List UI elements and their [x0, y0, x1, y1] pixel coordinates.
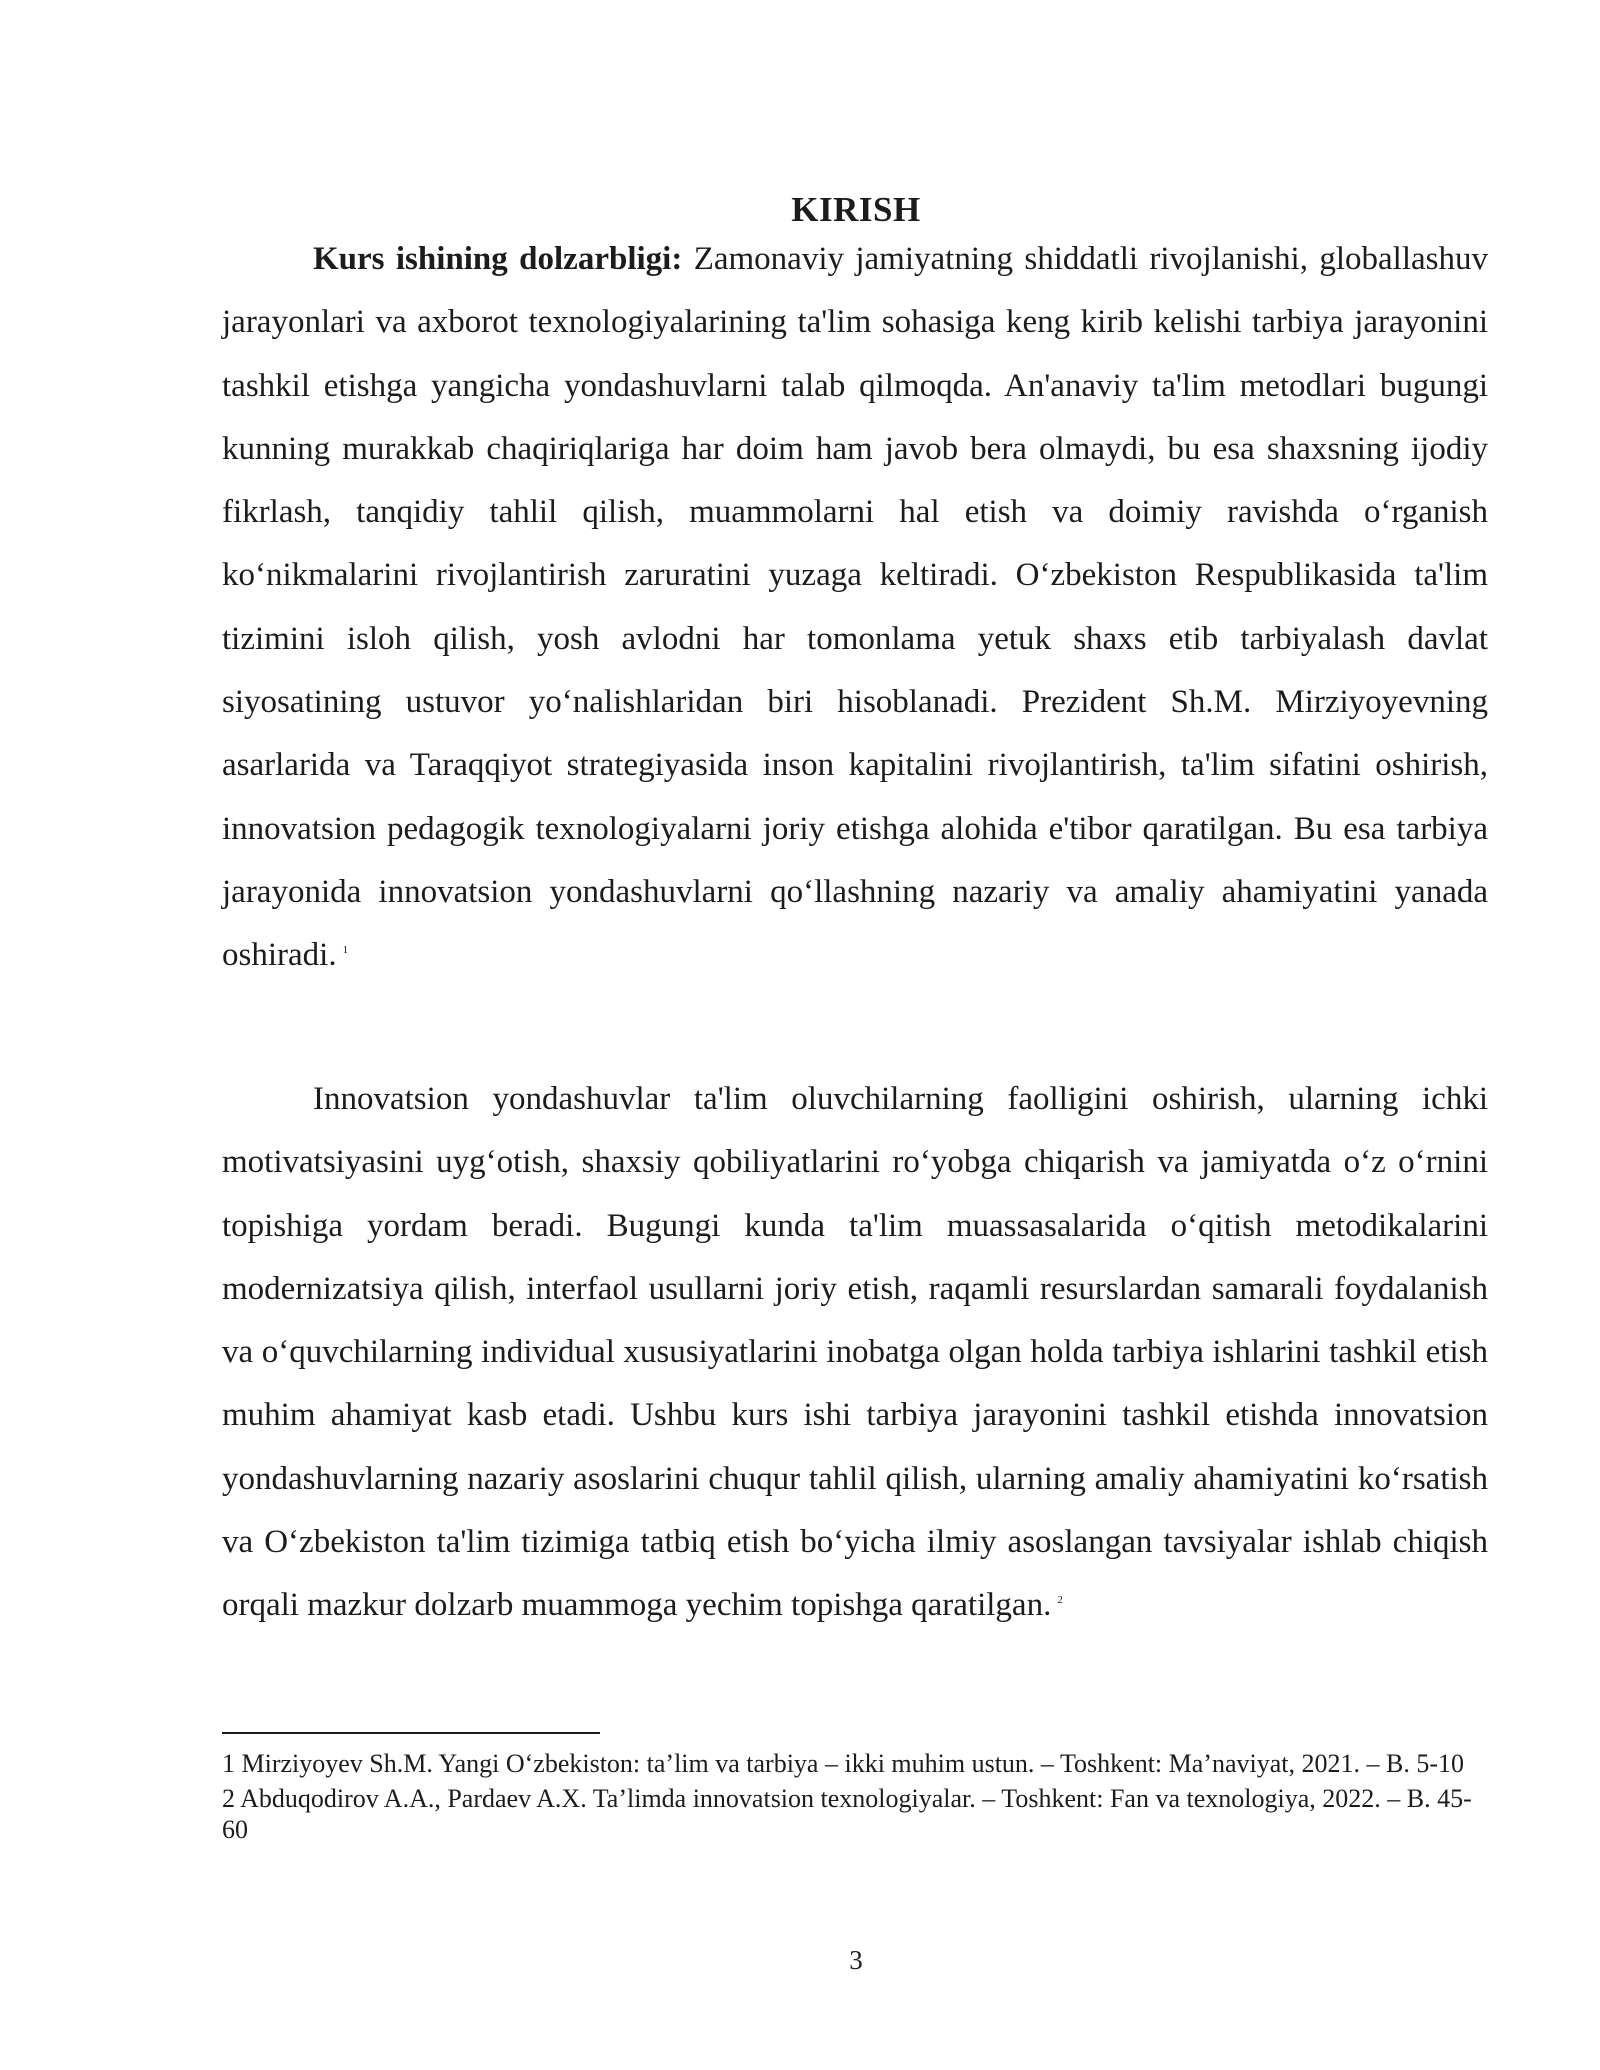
footnote-1: 1 Mirziyoyev Sh.M. Yangi O‘zbekiston: ta’lim va tarbiya – ikki muhim ustun. – Toshkent: Ma’naviyat, 2021. – B. 5-10 — [222, 1749, 1464, 1778]
footnote-reference-2[interactable]: 2 — [1057, 1594, 1063, 1607]
footnotes — [222, 1748, 1488, 1849]
paragraph-body: Innovatsion yondashuvlar ta'lim oluvchilarning faolligini oshirish, ularning ichki motivatsiyasini uyg‘otish, shaxsiy qobiliyatlarini ro‘yobga chiqarish va jamiyatda o‘z o‘rnini topishiga yordam beradi. Bugungi kunda ta'lim muassasalarida o‘qitish metodikalarini modernizatsiya qilish, interfaol usullarni joriy etish, raqamli resurslardan samarali foydalanish va o‘quvchilarning individual xususiyatlarini inobatga olgan holda tarbiya ishlarini tashkil etish muhim ahamiyat kasb etadi. Ushbu kurs ishi tarbiya jarayonini tashkil etishda innovatsion yondashuvlarning nazariy asoslarini chuqur tahlil qilish, ularning amaliy ahamiyatini ko‘rsatish va O‘zbekiston ta'lim tizimiga tatbiq etish bo‘yicha ilmiy asoslangan tavsiyalar ishlab chiqish orqali mazkur dolzarb muammoga yechim topishga qaratilgan. — [222, 1081, 1488, 1624]
page-number: 3 — [849, 1945, 863, 1975]
paragraph-text — [222, 228, 1488, 988]
paragraph-relevance — [222, 228, 1488, 988]
footnote-reference-1[interactable]: 1 — [342, 944, 349, 957]
paragraph-text — [222, 1068, 1488, 1638]
paragraph-lead: Kurs ishining dolzarbligi: — [313, 241, 683, 277]
paragraph-innovation — [222, 1068, 1488, 1638]
footnote-separator — [222, 1732, 600, 1734]
paragraph-body: Zamonaviy jamiyatning shiddatli rivojlanishi, globallashuv jarayonlari va axborot texnologiyalarining ta'lim sohasiga keng kirib kelishi tarbiya jarayonini tashkil etishga yangicha yondashuvlarni talab qilmoqda. An'anaviy ta'lim metodlari bugungi kunning murakkab chaqiriqlariga har doim ham javob bera olmaydi, bu esa shaxsning ijodiy fikrlash, tanqidiy tahlil qilish, muammolarni hal etish va doimiy ravishda o‘rganish ko‘nikmalarini rivojlantirish zaruratini yuzaga keltiradi. O‘zbekiston Respublikasida ta'lim tizimini isloh qilish, yosh avlodni har tomonlama yetuk shaxs etib tarbiyalash davlat siyosatining ustuvor yo‘nalishlaridan biri hisoblanadi. Prezident Sh.M. Mirziyoyevning asarlarida va Taraqqiyot strategiyasida inson kapitalini rivojlantirish, ta'lim sifatini oshirish, innovatsion pedagogik texnologiyalarni joriy etishga alohida e'tibor qaratilgan. Bu esa tarbiya jarayonida innovatsion yondashuvlarni qo‘llashning nazariy va amaliy ahamiyatini yanada oshiradi. — [222, 241, 1488, 974]
footnote-2: 2 Abduqodirov A.A., Pardaev A.X. Ta’limda innovatsion texnologiyalar. – Toshkent: Fan va texnologiya, 2022. – B. 45-60 — [222, 1784, 1472, 1844]
section-heading: KIRISH — [791, 190, 921, 229]
